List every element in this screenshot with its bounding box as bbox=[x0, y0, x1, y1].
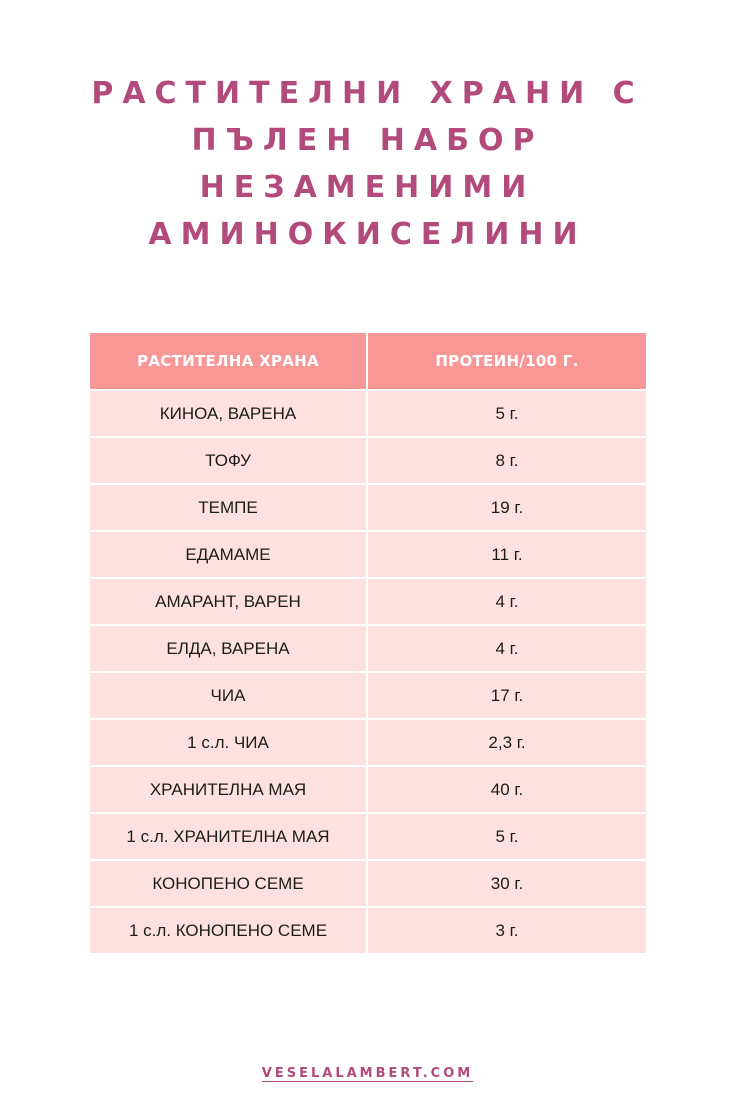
table-row bbox=[90, 906, 646, 953]
title-line-3: НЕЗАМЕНИМИ bbox=[199, 170, 536, 205]
table-row bbox=[90, 530, 646, 577]
title-line-1: РАСТИТЕЛНИ ХРАНИ С bbox=[91, 76, 644, 111]
protein-cell: 2,3 г. bbox=[368, 718, 646, 765]
food-cell: ХРАНИТЕЛНА МАЯ bbox=[90, 765, 368, 812]
protein-cell: 8 г. bbox=[368, 436, 646, 483]
food-cell: 1 с.л. КОНОПЕНО СЕМЕ bbox=[90, 906, 368, 953]
protein-cell: 4 г. bbox=[368, 577, 646, 624]
food-cell: КИНОА, ВАРЕНА bbox=[90, 389, 368, 436]
table-row bbox=[90, 671, 646, 718]
protein-cell: 19 г. bbox=[368, 483, 646, 530]
table-row bbox=[90, 624, 646, 671]
food-cell: ТЕМПЕ bbox=[90, 483, 368, 530]
table-row bbox=[90, 718, 646, 765]
food-cell: ЧИА bbox=[90, 671, 368, 718]
title-line-4: АМИНОКИСЕЛИНИ bbox=[148, 217, 587, 252]
protein-cell: 11 г. bbox=[368, 530, 646, 577]
food-cell: 1 с.л. ХРАНИТЕЛНА МАЯ bbox=[90, 812, 368, 859]
protein-cell: 5 г. bbox=[368, 812, 646, 859]
protein-cell: 4 г. bbox=[368, 624, 646, 671]
food-cell: ЕДАМАМЕ bbox=[90, 530, 368, 577]
food-cell: ЕЛДА, ВАРЕНА bbox=[90, 624, 368, 671]
page-title bbox=[0, 70, 735, 258]
protein-cell: 40 г. bbox=[368, 765, 646, 812]
protein-cell: 17 г. bbox=[368, 671, 646, 718]
protein-cell: 5 г. bbox=[368, 389, 646, 436]
header-protein: ПРОТЕИН/100 Г. bbox=[368, 333, 646, 389]
title-line-2: ПЪЛЕН НАБОР bbox=[191, 123, 544, 158]
table-row bbox=[90, 765, 646, 812]
food-cell: АМАРАНТ, ВАРЕН bbox=[90, 577, 368, 624]
table-row bbox=[90, 483, 646, 530]
table-row bbox=[90, 859, 646, 906]
food-cell: 1 с.л. ЧИА bbox=[90, 718, 368, 765]
protein-cell: 3 г. bbox=[368, 906, 646, 953]
table-row bbox=[90, 577, 646, 624]
footer bbox=[0, 1064, 735, 1082]
website-link[interactable]: VESELALAMBERT.COM bbox=[261, 1066, 474, 1081]
protein-table bbox=[90, 333, 646, 953]
table-row bbox=[90, 812, 646, 859]
header-food: РАСТИТЕЛНА ХРАНА bbox=[90, 333, 368, 389]
food-cell: ТОФУ bbox=[90, 436, 368, 483]
table-row bbox=[90, 389, 646, 436]
table-row bbox=[90, 436, 646, 483]
protein-cell: 30 г. bbox=[368, 859, 646, 906]
table-header-row bbox=[90, 333, 646, 389]
food-cell: КОНОПЕНО СЕМЕ bbox=[90, 859, 368, 906]
